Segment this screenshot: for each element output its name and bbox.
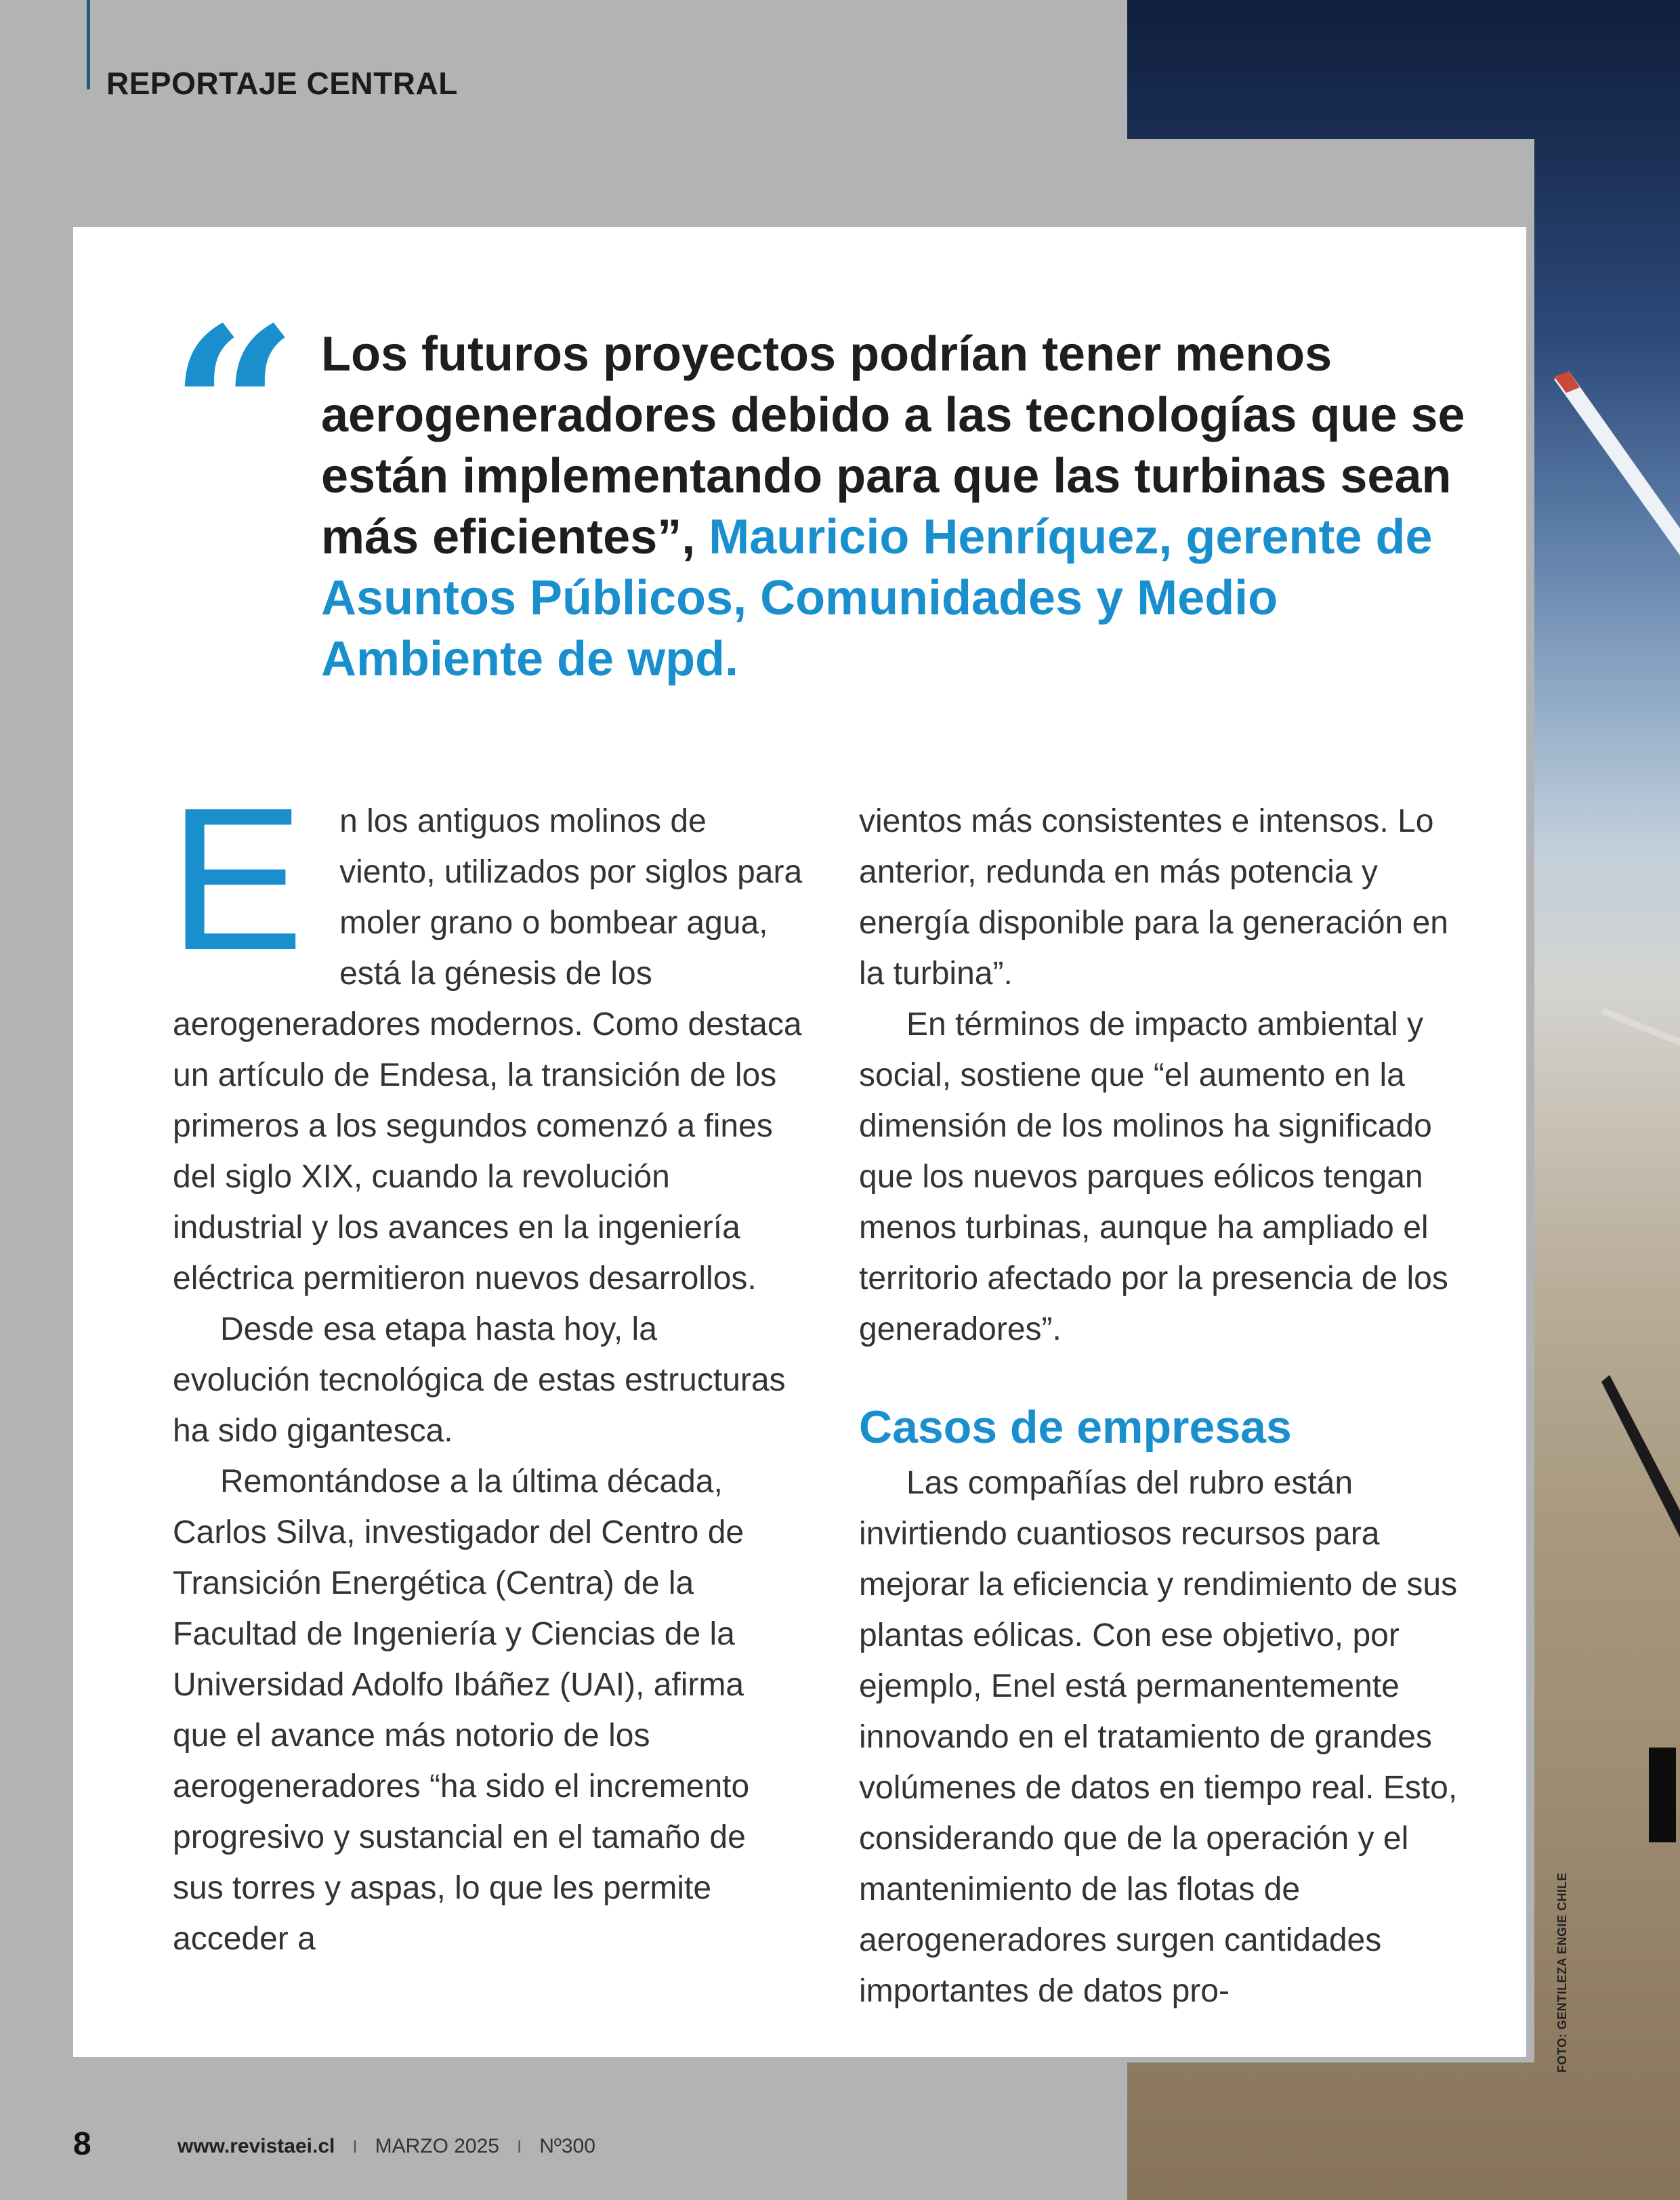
pull-quote bbox=[321, 324, 1486, 690]
article-paragraph bbox=[169, 765, 803, 1304]
pull-quote-text: Los futuros proyectos podrían tener menos aerogeneradores debido a las tecnologías que se están implementando para que las turbinas sean más eficientes”, bbox=[321, 327, 1465, 564]
section-rule bbox=[87, 0, 90, 89]
article-paragraph: Desde esa etapa hasta hoy, la evolución tecnológica de estas estructuras ha sido gigantesca. bbox=[173, 1311, 786, 1449]
article-column-left bbox=[169, 765, 803, 1964]
issue-date: MARZO 2025 bbox=[375, 2135, 499, 2157]
turbine-blade bbox=[1554, 371, 1680, 555]
article-paragraph-text: n los antiguos molinos de viento, utilizados por siglos para moler grano o bombear agua, está la génesis de los aerogeneradores modernos. Como destaca un artículo de Endesa, la transición de los primeros a los segundos comenzó a fines del siglo XIX, cuando la revolución industrial y los avances en la ingeniería eléctrica permitieron nuevos desarrollos. bbox=[173, 803, 803, 1296]
footer-separator: I bbox=[352, 2136, 358, 2157]
drop-cap: E bbox=[169, 765, 305, 992]
turbine-tower-edge bbox=[1649, 1748, 1676, 1842]
section-subheading: Casos de empresas bbox=[859, 1401, 1292, 1453]
issue-number: Nº300 bbox=[539, 2135, 595, 2157]
pull-quote-attribution: Mauricio Henríquez, gerente de Asuntos Públicos, Comunidades y Medio Ambiente de wpd. bbox=[321, 510, 1433, 686]
article-paragraph: Remontándose a la última década, Carlos Silva, investigador del Centro de Transición Energética (Centra) de la Facultad de Ingeniería y Ciencias de la Universidad Adolfo Ibáñez (UAI), afirma que el avance más notorio de los aerogeneradores “ha sido el incremento progresivo y sustancial en el tamaño de sus torres y aspas, lo que les permite acceder a bbox=[173, 1464, 750, 1957]
photo-credit: FOTO: GENTILEZA ENGIE CHILE bbox=[1555, 1872, 1569, 2073]
page-number: 8 bbox=[73, 2126, 91, 2162]
section-label: REPORTAJE CENTRAL bbox=[106, 66, 458, 101]
article-paragraph: En términos de impacto ambiental y social, sostiene que “el aumento en la dimensión de los molinos ha significado que los nuevos parques eólicos tengan menos turbinas, aunque ha ampliado el territorio afectado por la presencia de los generadores”. bbox=[859, 1007, 1448, 1347]
article-column-right bbox=[859, 796, 1482, 2016]
article-paragraph: Las compañías del rubro están invirtiendo cuantiosos recursos para mejorar la eficiencia y rendimiento de sus plantas eólicas. Con ese objetivo, por ejemplo, Enel está permanentemente innovando en el tratamiento de grandes volúmenes de datos en tiempo real. Esto, considerando que de la operación y el mantenimiento de las flotas de aerogeneradores surgen cantidades importantes de datos pro- bbox=[859, 1465, 1458, 2009]
quote-mark-icon: “ bbox=[169, 278, 298, 541]
footer bbox=[177, 2135, 595, 2158]
footer-separator: I bbox=[516, 2136, 522, 2157]
website-link[interactable]: www.revistaei.cl bbox=[177, 2135, 335, 2157]
article-paragraph: vientos más consistentes e intensos. Lo anterior, redunda en más potencia y energía disponible para la generación en la turbina”. bbox=[859, 803, 1448, 992]
turbine-blade-dark bbox=[1601, 1375, 1680, 1538]
